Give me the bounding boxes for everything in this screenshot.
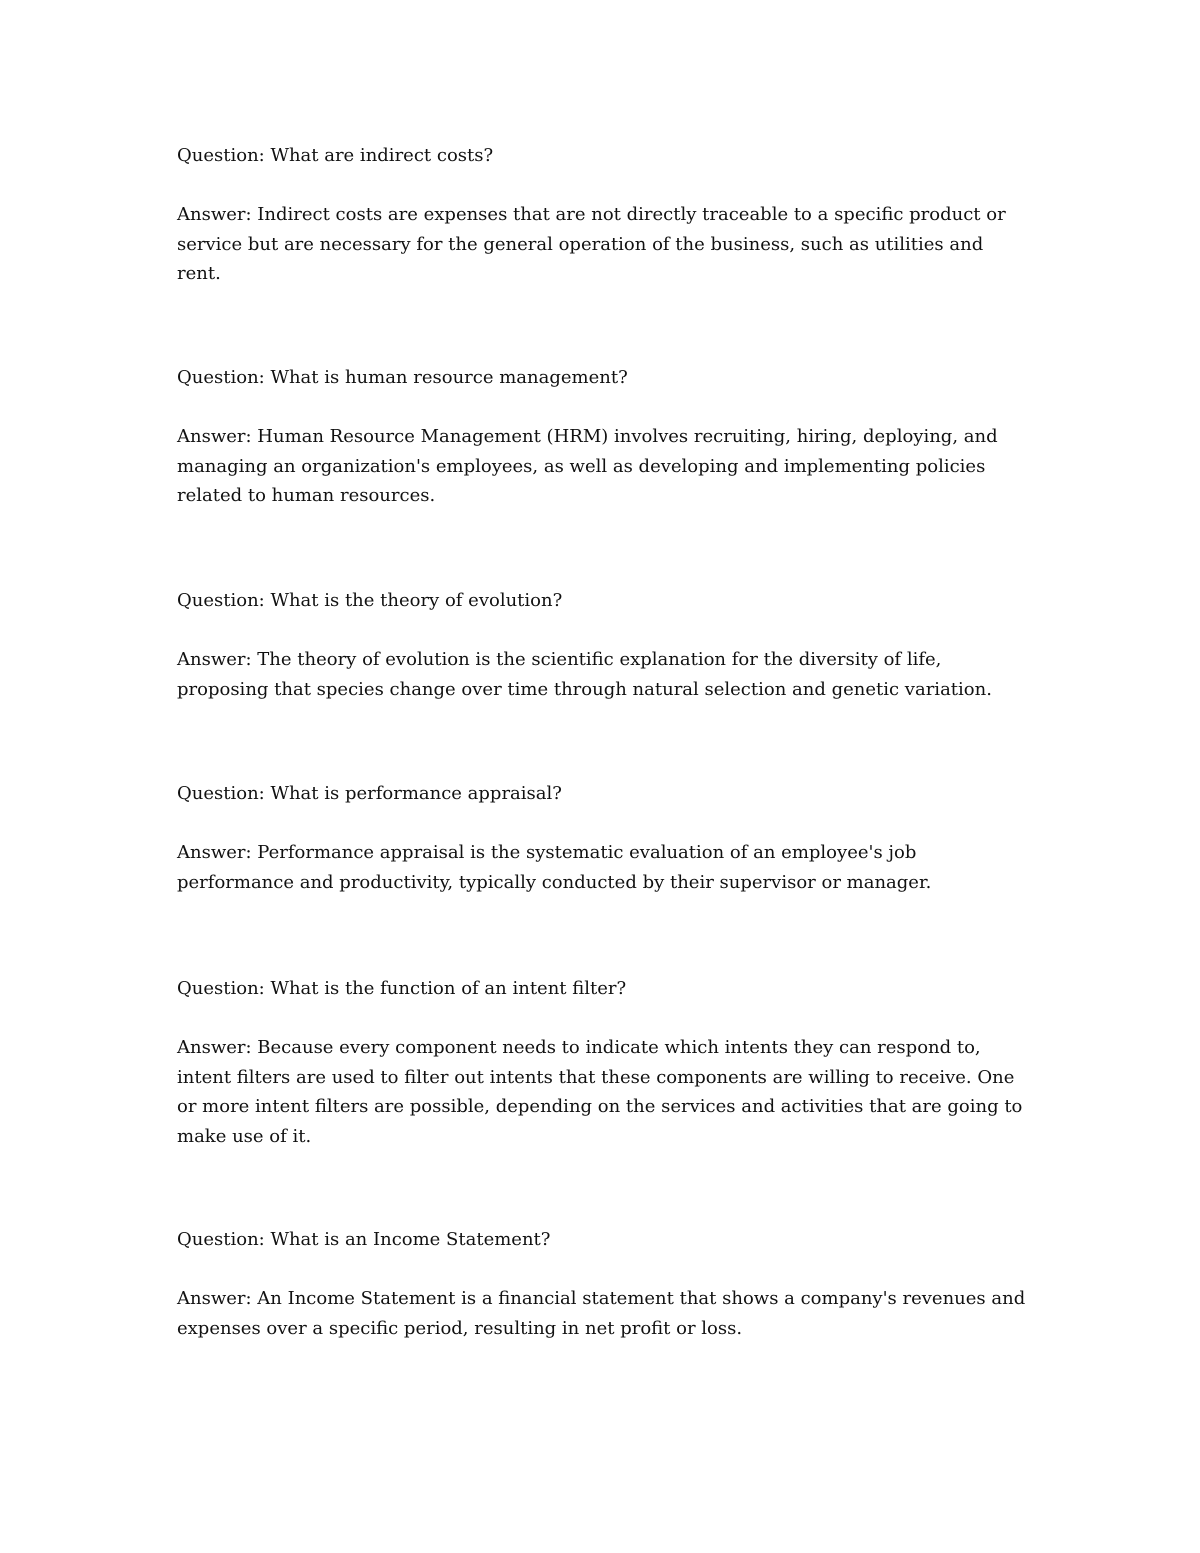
qa-item	[177, 1225, 1027, 1343]
qa-item	[177, 974, 1027, 1151]
answer-text: Answer: The theory of evolution is the scientific explanation for the diversity of life, proposing that species change over time through natural selection and genetic variation.	[177, 649, 992, 700]
question-text: Question: What is the function of an intent filter?	[177, 978, 627, 999]
qa-item	[177, 586, 1027, 704]
answer-text: Answer: Performance appraisal is the systematic evaluation of an employee's job performance and productivity, typically conducted by their supervisor or manager.	[177, 842, 932, 893]
question-text: Question: What is performance appraisal?	[177, 783, 562, 804]
answer-text: Answer: An Income Statement is a financial statement that shows a company's revenues and expenses over a specific period, resulting in net profit or loss.	[177, 1288, 1026, 1339]
question-text: Question: What is an Income Statement?	[177, 1229, 551, 1250]
question-text: Question: What are indirect costs?	[177, 145, 494, 166]
qa-item	[177, 363, 1027, 511]
qa-item	[177, 779, 1027, 897]
question-text: Question: What is the theory of evolution?	[177, 590, 563, 611]
answer-text: Answer: Indirect costs are expenses that are not directly traceable to a specific product or service but are necessary for the general operation of the business, such as utilities and rent.	[177, 204, 1006, 284]
question-text: Question: What is human resource management?	[177, 367, 628, 388]
qa-item	[177, 141, 1027, 289]
answer-text: Answer: Because every component needs to indicate which intents they can respond to, intent filters are used to filter out intents that these components are willing to receive. One or more intent filters are possible, depending on the services and activities that are going to make use of it.	[177, 1037, 1023, 1147]
answer-text: Answer: Human Resource Management (HRM) involves recruiting, hiring, deploying, and managing an organization's employees, as well as developing and implementing policies related to human resources.	[177, 426, 998, 506]
